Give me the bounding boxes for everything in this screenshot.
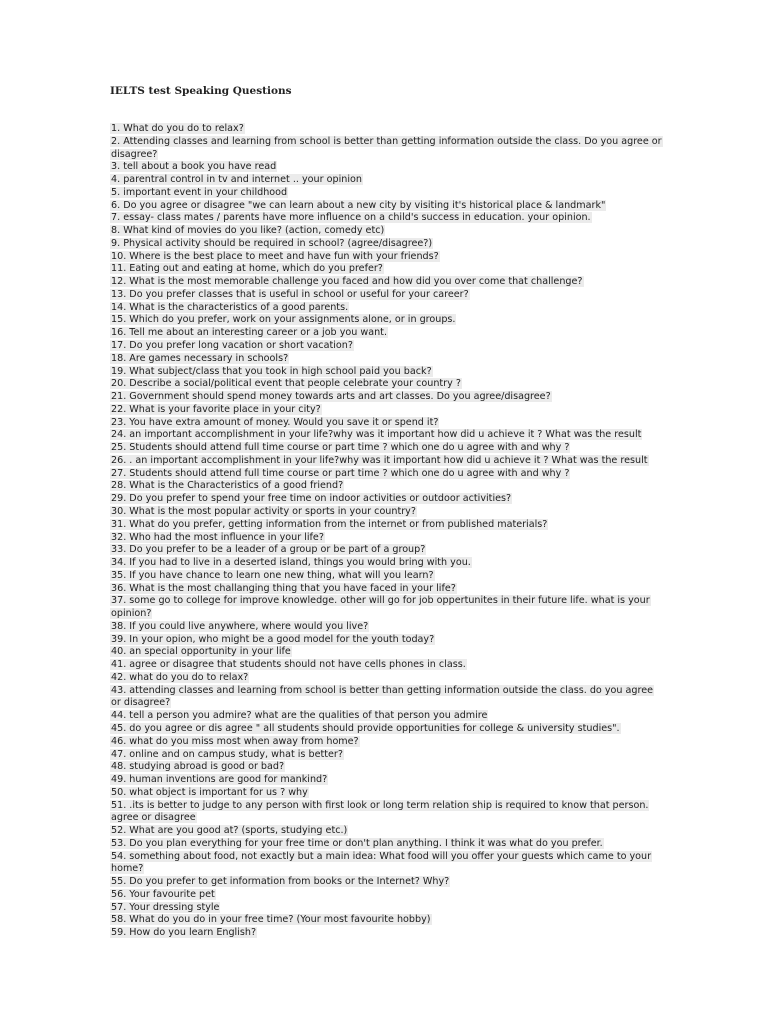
question-text: 5. important event in your childhood [111,186,288,198]
question-item [110,289,662,302]
question-text: 59. How do you learn English? [111,927,257,939]
question-text: 47. online and on campus study, what is better? [111,748,343,760]
question-text: 16. Tell me about an interesting career or a job you want. [111,327,387,339]
question-item [110,634,662,647]
question-item [110,646,662,659]
question-item [110,455,662,468]
question-text: 12. What is the most memorable challenge you faced and how did you over come that challenge? [111,276,583,288]
question-item [110,570,662,583]
question-text: 39. In your opion, who might be a good model for the youth today? [111,633,435,645]
question-text: 17. Do you prefer long vacation or short vacation? [111,340,353,352]
question-item [110,200,662,213]
question-item [110,174,662,187]
question-item [110,902,662,915]
question-item [110,136,662,162]
question-text: 35. If you have chance to learn one new thing, what will you learn? [111,569,434,581]
question-text: 50. what object is important for us ? why [111,786,308,798]
question-text: 22. What is your favorite place in your city? [111,403,321,415]
question-text: 26. . an important accomplishment in your life?why was it important how did u achieve it ? What was the result [111,454,648,466]
question-item [110,838,662,851]
question-text: 40. an special opportunity in your life [111,646,291,658]
question-item [110,442,662,455]
question-text: 31. What do you prefer, getting information from the internet or from published materials? [111,518,548,530]
question-text: 30. What is the most popular activity or sports in your country? [111,505,416,517]
question-text: 58. What do you do in your free time? (Your most favourite hobby) [111,914,431,926]
question-text: 34. If you had to live in a deserted island, things you would bring with you. [111,557,471,569]
question-text: 7. essay- class mates / parents have more influence on a child's success in education. your opinion. [111,212,591,224]
question-item [110,314,662,327]
question-item [110,225,662,238]
question-item [110,583,662,596]
question-text: 48. studying abroad is good or bad? [111,761,285,773]
question-text: 55. Do you prefer to get information from books or the Internet? Why? [111,876,450,888]
question-text: 46. what do you miss most when away from home? [111,735,359,747]
question-text: 57. Your dressing style [111,901,220,913]
question-text: 19. What subject/class that you took in high school paid you back? [111,365,432,377]
question-item [110,876,662,889]
question-text: 20. Describe a social/political event that people celebrate your country ? [111,378,461,390]
question-text: 32. Who had the most influence in your life? [111,531,324,543]
question-item [110,774,662,787]
question-text: 21. Government should spend money towards arts and art classes. Do you agree/disagree? [111,391,551,403]
question-item [110,468,662,481]
question-text: 42. what do you do to relax? [111,671,249,683]
question-item [110,595,662,621]
question-item [110,723,662,736]
question-item [110,659,662,672]
question-text: 24. an important accomplishment in your life?why was it important how did u achieve it ? What was the result [111,429,642,441]
question-item [110,889,662,902]
question-text: 2. Attending classes and learning from school is better than getting information outside the class. Do you agree or disagree? [111,135,662,160]
question-text: 15. Which do you prefer, work on your assignments alone, or in groups. [111,314,456,326]
question-item [110,123,662,136]
question-item [110,161,662,174]
question-text: 53. Do you plan everything for your free time or don't plan anything. I think it was what do you prefer. [111,837,603,849]
question-text: 25. Students should attend full time course or part time ? which one do u agree with and why ? [111,442,570,454]
question-item [110,212,662,225]
question-text: 10. Where is the best place to meet and have fun with your friends? [111,250,439,262]
question-item [110,736,662,749]
question-item [110,557,662,570]
question-text: 37. some go to college for improve knowledge. other will go for job oppertunites in their future life. what is your opinion? [111,595,650,620]
question-item [110,263,662,276]
question-text: 11. Eating out and eating at home, which do you prefer? [111,263,383,275]
question-text: 14. What is the characteristics of a good parents. [111,301,349,313]
question-text: 13. Do you prefer classes that is useful in school or useful for your career? [111,288,469,300]
question-item [110,327,662,340]
question-text: 36. What is the most challanging thing that you have faced in your life? [111,582,456,594]
question-list [110,123,662,940]
question-item [110,187,662,200]
question-item [110,710,662,723]
question-text: 41. agree or disagree that students should not have cells phones in class. [111,659,466,671]
question-text: 1. What do you do to relax? [111,123,244,134]
question-text: 3. tell about a book you have read [111,161,277,173]
question-item [110,519,662,532]
question-item [110,672,662,685]
question-text: 52. What are you good at? (sports, studying etc.) [111,825,348,837]
question-item [110,761,662,774]
question-text: 38. If you could live anywhere, where would you live? [111,620,369,632]
question-text: 43. attending classes and learning from school is better than getting information outside the class. do you agree or disagree? [111,684,654,709]
question-item [110,749,662,762]
question-item [110,429,662,442]
question-item [110,493,662,506]
question-item [110,251,662,264]
question-text: 27. Students should attend full time course or part time ? which one do u agree with and why ? [111,467,570,479]
question-item [110,366,662,379]
question-item [110,480,662,493]
question-item [110,800,662,826]
question-text: 8. What kind of movies do you like? (action, comedy etc) [111,225,385,237]
question-text: 18. Are games necessary in schools? [111,352,289,364]
question-item [110,353,662,366]
question-item [110,787,662,800]
question-item [110,685,662,711]
question-text: 33. Do you prefer to be a leader of a group or be part of a group? [111,544,426,556]
question-item [110,391,662,404]
question-text: 4. parentral control in tv and internet .. your opinion [111,174,362,186]
question-text: 29. Do you prefer to spend your free time on indoor activities or outdoor activities? [111,493,512,505]
question-text: 9. Physical activity should be required in school? (agree/disagree?) [111,237,433,249]
question-text: 6. Do you agree or disagree "we can learn about a new city by visiting it's historical place & landmark" [111,199,606,211]
question-text: 23. You have extra amount of money. Would you save it or spend it? [111,416,439,428]
question-item [110,276,662,289]
question-item [110,404,662,417]
question-text: 51. .its is better to judge to any person with first look or long term relation ship is required to know that person. agree or disagree [111,799,649,824]
document-title: IELTS test Speaking Questions [110,85,292,97]
question-item [110,532,662,545]
question-item [110,340,662,353]
question-text: 28. What is the Characteristics of a good friend? [111,480,344,492]
question-item [110,302,662,315]
question-text: 56. Your favourite pet [111,888,215,900]
question-item [110,378,662,391]
question-text: 44. tell a person you admire? what are the qualities of that person you admire [111,710,488,722]
question-item [110,927,662,940]
question-item [110,621,662,634]
question-item [110,238,662,251]
question-item [110,544,662,557]
question-text: 49. human inventions are good for mankind? [111,774,328,786]
question-item [110,506,662,519]
question-text: 54. something about food, not exactly but a main idea: What food will you offer your guests which came to your home? [111,850,652,875]
question-item [110,417,662,430]
question-item [110,825,662,838]
question-text: 45. do you agree or dis agree " all students should provide opportunities for college & university studies". [111,722,620,734]
question-item [110,914,662,927]
question-item [110,851,662,877]
